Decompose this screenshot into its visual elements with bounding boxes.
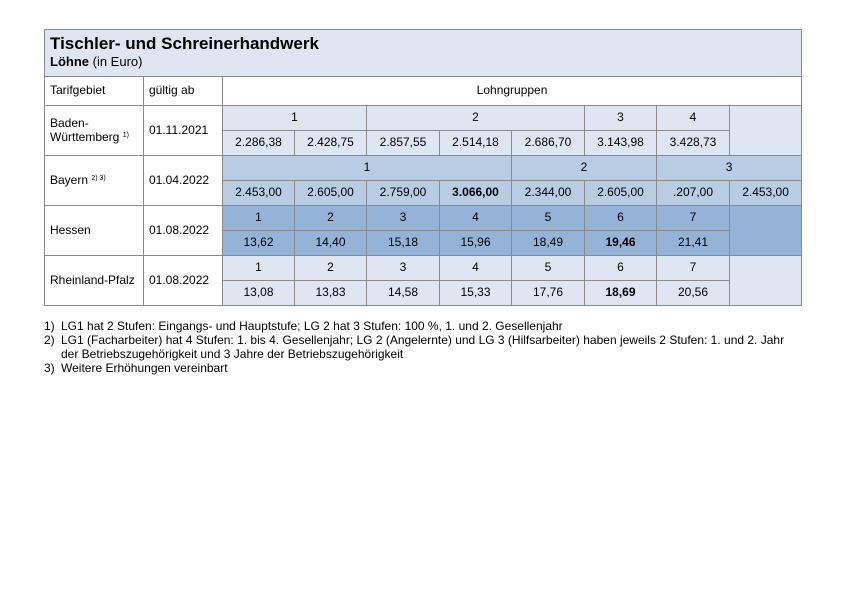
header-wage-groups: Lohngruppen bbox=[223, 77, 802, 106]
value-cell: 18,69 bbox=[585, 281, 657, 306]
group-cell: 3 bbox=[367, 256, 440, 281]
group-cell: 1 bbox=[223, 206, 295, 231]
value-cell: 2.286,38 bbox=[223, 131, 295, 156]
value-cell: 18,49 bbox=[512, 231, 585, 256]
date-by: 01.04.2022 bbox=[144, 156, 223, 206]
group-cell: 1 bbox=[223, 106, 367, 131]
value-cell: .207,00 bbox=[657, 181, 730, 206]
value-cell: 14,58 bbox=[367, 281, 440, 306]
value-cell: 20,56 bbox=[657, 281, 730, 306]
date-he: 01.08.2022 bbox=[144, 206, 223, 256]
value-cell: 2.605,00 bbox=[295, 181, 367, 206]
value-cell: 15,18 bbox=[367, 231, 440, 256]
footnote-item: 2) LG1 (Facharbeiter) hat 4 Stufen: 1. bis 4. Gesellenjahr; LG 2 (Angelernte) und LG 3 (Hilfsarbeiter) haben jeweils 2 Stufen: 1. und 2. Jahr der Betriebszugehörigkeit und 3 Jahre der Betriebszugehörigkeit bbox=[44, 333, 785, 361]
value-cell: 15,96 bbox=[440, 231, 512, 256]
value-cell: 3.143,98 bbox=[585, 131, 657, 156]
value-cell: 2.453,00 bbox=[730, 181, 802, 206]
region-rp: Rheinland-Pfalz bbox=[45, 256, 144, 306]
value-cell: 2.453,00 bbox=[223, 181, 295, 206]
date-bw: 01.11.2021 bbox=[144, 106, 223, 156]
table-title: Tischler- und Schreinerhandwerk bbox=[50, 34, 319, 53]
date-rp: 01.08.2022 bbox=[144, 256, 223, 306]
header-valid-from: gültig ab bbox=[144, 77, 223, 106]
value-cell: 2.857,55 bbox=[367, 131, 440, 156]
group-cell: 7 bbox=[657, 256, 730, 281]
value-cell: 21,41 bbox=[657, 231, 730, 256]
value-cell: 17,76 bbox=[512, 281, 585, 306]
group-cell: 1 bbox=[223, 156, 512, 181]
group-cell: 3 bbox=[657, 156, 802, 181]
value-cell: 2.428,75 bbox=[295, 131, 367, 156]
value-cell: 15,33 bbox=[440, 281, 512, 306]
region-bw: Baden- Württemberg $^{1)}$ bbox=[45, 106, 144, 156]
value-cell: 2.514,18 bbox=[440, 131, 512, 156]
group-cell: 2 bbox=[295, 206, 367, 231]
group-cell: 4 bbox=[657, 106, 730, 131]
group-cell: 6 bbox=[585, 206, 657, 231]
value-cell: 3.428,73 bbox=[657, 131, 730, 156]
footnotes bbox=[44, 319, 804, 375]
value-cell: 19,46 bbox=[585, 231, 657, 256]
value-cell: 2.344,00 bbox=[512, 181, 585, 206]
group-cell: 7 bbox=[657, 206, 730, 231]
value-cell: 3.066,00 bbox=[440, 181, 512, 206]
group-cell: 3 bbox=[585, 106, 657, 131]
empty-cell bbox=[730, 206, 802, 256]
wage-table bbox=[44, 29, 802, 306]
empty-cell bbox=[730, 256, 802, 306]
group-cell: 1 bbox=[223, 256, 295, 281]
footnote-item: 1) LG1 hat 2 Stufen: Eingangs- und Hauptstufe; LG 2 hat 3 Stufen: 100 %, 1. und 2. Gesellenjahr bbox=[44, 319, 563, 333]
value-cell: 13,83 bbox=[295, 281, 367, 306]
value-cell: 2.686,70 bbox=[512, 131, 585, 156]
value-cell: 14,40 bbox=[295, 231, 367, 256]
header-region: Tarifgebiet bbox=[45, 77, 144, 106]
value-cell: 13,62 bbox=[223, 231, 295, 256]
footnote-ref: 2) 3) bbox=[91, 174, 106, 182]
value-cell: 2.759,00 bbox=[367, 181, 440, 206]
value-cell: 13,08 bbox=[223, 281, 295, 306]
group-cell: 5 bbox=[512, 206, 585, 231]
empty-cell bbox=[730, 106, 802, 156]
value-cell: 2.605,00 bbox=[585, 181, 657, 206]
group-cell: 2 bbox=[512, 156, 657, 181]
region-by: Bayern $^{2) 3)}$ bbox=[45, 156, 144, 206]
footnote-item: 3) Weitere Erhöhungen vereinbart bbox=[44, 361, 228, 375]
group-cell: 6 bbox=[585, 256, 657, 281]
region-he: Hessen bbox=[45, 206, 144, 256]
table-title-cell bbox=[45, 30, 802, 77]
group-cell: 4 bbox=[440, 206, 512, 231]
group-cell: 4 bbox=[440, 256, 512, 281]
group-cell: 3 bbox=[367, 206, 440, 231]
footnote-ref: 1) bbox=[122, 131, 129, 139]
group-cell: 2 bbox=[295, 256, 367, 281]
group-cell: 2 bbox=[367, 106, 585, 131]
group-cell: 5 bbox=[512, 256, 585, 281]
table-subtitle: Löhne (in Euro) bbox=[50, 53, 143, 69]
